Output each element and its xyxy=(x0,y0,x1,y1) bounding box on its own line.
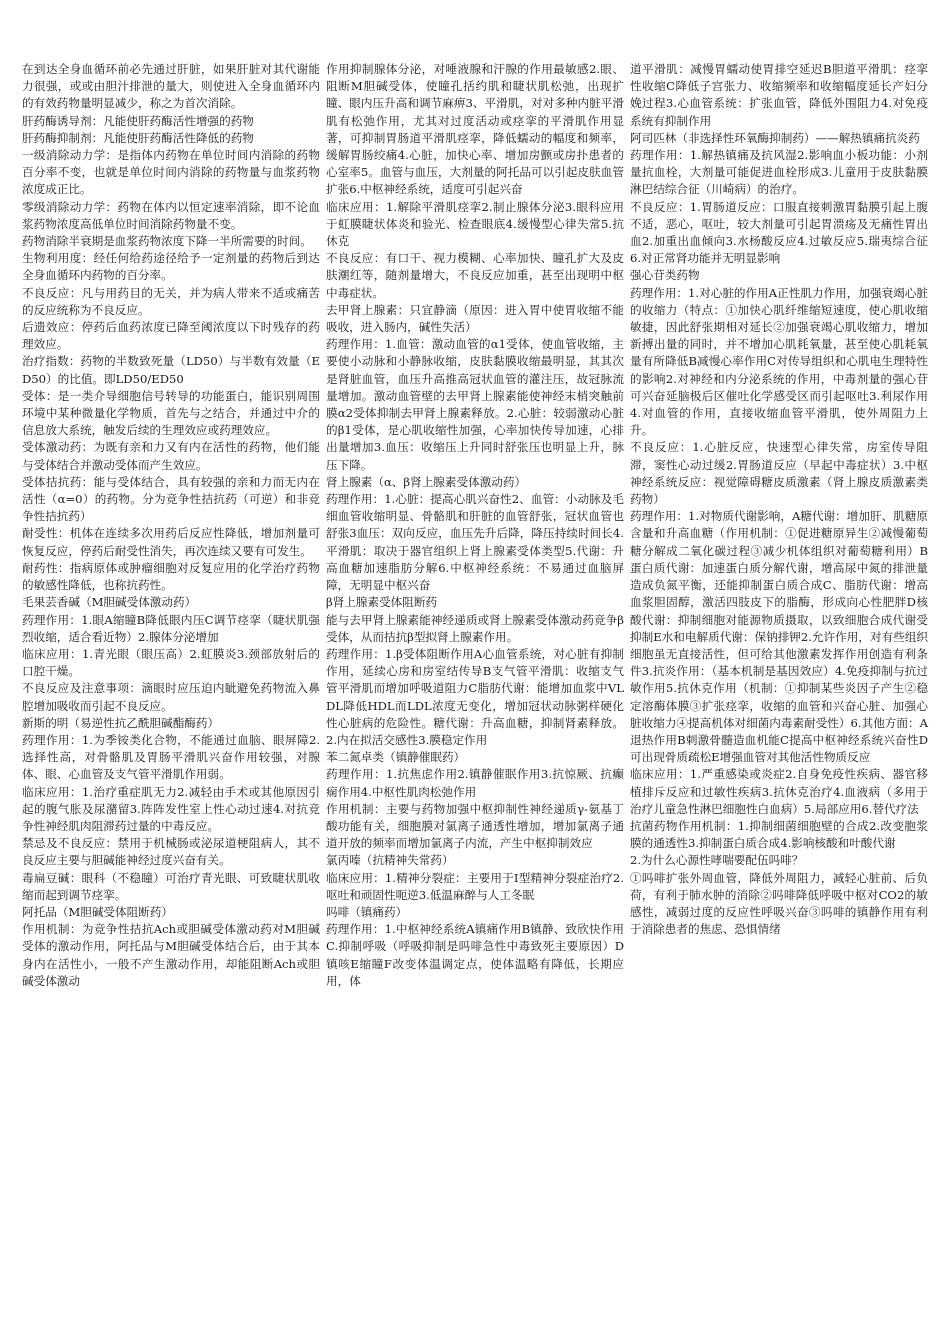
document-page xyxy=(22,62,928,1292)
paragraph: 药理作用：1.β受体阻断作用A心血管系统，对心脏有抑制作用，延续心房和房室结传导B支气管平滑肌：收缩支气管平滑肌而增加呼吸道阻力C脂肪代谢：能增加血浆中VLDL降低HDL而LDL浓度无变化，增加冠状动脉粥样硬化性心脏病的危险性。糖代谢：升高血糖，抑制肾素释放。2.内在拟活交感性3.膜稳定作用 xyxy=(326,646,624,747)
paragraph: β肾上腺素受体阻断药 xyxy=(326,595,438,610)
paragraph: 肝药酶诱导剂：凡能使肝药酶活性增强的药物 xyxy=(22,113,254,128)
paragraph: 在到达全身血循环前必先通过肝脏，如果肝脏对其代谢能力很强，或或由胆汁排泄的量大，则使进入全身血循环内的有效药物量明显减少，称之为首次消除。 xyxy=(22,62,320,111)
paragraph: 氯丙嗪（抗精神失常药） xyxy=(326,853,454,868)
paragraph: 毛果芸香碱（M胆碱受体激动药） xyxy=(22,595,197,610)
paragraph: 药理作用：1.对物质代谢影响，A糖代谢：增加肝、肌糖原含量和升高血糖（作用机制：①促进糖原异生②减慢葡萄糖分解成二氧化碳过程③减少机体组织对葡萄糖利用）B蛋白质代谢：加速蛋白质分解代谢，增高尿中氮的排泄量造成负氮平衡，还能抑制蛋白质合成C、脂肪代谢：增高血浆胆固醇，激活四肢皮下的脂酶，形成向心性肥胖D核酸代谢：抑制细胞对能源物质摄取，以致细胞合成代谢受抑制E水和电解质代谢：保钠排钾2.允许作用，对有些组织细胞虽无直接活性，但可给其他激素发挥作用创造有利条件3.抗炎作用：（基本机制是基因效应）4.免疫抑制与抗过敏作用5.抗休克作用（机制：①抑制某些炎因子产生②稳定溶酶体膜③扩张痉挛，收缩的血管和兴奋心脏、加强心脏收缩力④提高机体对细菌内毒素耐受性）6.其他方面：A退热作用B刺激骨髓造血机能C提高中枢神经系统兴奋性D可出现骨质疏松E增强血管对其他活性物质反应 xyxy=(630,509,928,765)
paragraph: 2.为什么心源性哮喘要配伍吗啡？ xyxy=(630,853,804,868)
paragraph: 不良反应：1.心脏反应，快速型心律失常，房室传导阻滞，窦性心动过缓2.胃肠道反应（早起中毒症状）3.中枢神经系统反应：视觉障碍糖皮质激素（肾上腺皮质激素类药物） xyxy=(630,440,928,507)
paragraph: 受体：是一类介导细胞信号转导的功能蛋白，能识别周围环境中某种微量化学物质，首先与之结合，并通过中介的信息放大系统，触发后续的生理效应或药理效应。 xyxy=(22,388,320,438)
paragraph: 药理作用：1.中枢神经系统A镇痛作用B镇静、致欣快作用C.抑制呼吸（呼吸抑制是吗啡急性中毒致死主要原因）D镇咳E缩瞳F改变体温调定点，使体温略有降低，长期应用，体 xyxy=(326,922,624,988)
paragraph: 耐受性：机体在连续多次用药后反应性降低，增加剂量可恢复反应，停药后耐受性消失，再次连续又要有可发生。 xyxy=(22,526,320,558)
paragraph: 受体拮抗药：能与受体结合，具有较强的亲和力而无内在活性（α=0）的药物。分为竞争性拮抗药（可逆）和非竞争性拮抗药） xyxy=(22,474,320,524)
paragraph: 临床应用：1.治疗重症肌无力2.减轻由手术或其他原因引起的腹气胀及尿潴留3.阵阵发性室上性心动过速4.对抗竞争性神经肌肉阻滞药过量的中毒反应。 xyxy=(22,784,320,833)
paragraph: 不良反应及注意事项：滴眼时应压迫内眦避免药物流入鼻腔增加吸收而引起不良反应。 xyxy=(22,681,320,713)
paragraph: 肝药酶抑制剂：凡能使肝药酶活性降低的药物 xyxy=(22,130,254,145)
paragraph: 临床应用：1.严重感染或炎症2.自身免疫性疾病、器官移植排斥反应和过敏性疾病3.抗休克治疗4.血液病（多用于治疗儿童急性淋巴细胞性白血病）5.局部应用6.替代疗法 xyxy=(630,767,928,816)
paragraph: 强心苷类药物 xyxy=(630,268,700,283)
paragraph: 耐药性：指病原体或肿瘤细胞对反复应用的化学治疗药物的敏感性降低，也称抗药性。 xyxy=(22,560,320,593)
paragraph: 毒扁豆碱：眼科（不稳瞳）可治疗青光眼、可致睫状肌收缩而起到调节痉挛。 xyxy=(22,870,320,902)
paragraph: 临床应用：1.精神分裂症：主要用于Ⅰ型精神分裂症治疗2.呕吐和顽固性呃逆3.低温麻醉与人工冬眠 xyxy=(326,870,624,902)
paragraph: 去甲肾上腺素：只宜静滴（原因：进入胃中使胃收缩不能吸收，进入肠内，碱性失活） xyxy=(326,302,624,335)
paragraph: 药理作用：1.眼A缩瞳B降低眼内压C调节痉挛（睫状肌强烈收缩，适合看近物）2.腺体分泌增加 xyxy=(22,612,320,644)
paragraph: 临床应用：1.解除平滑肌痉挛2.制止腺体分泌3.眼科应用于虹膜睫状体炎和验光、检查眼底4.缓慢型心律失常5.抗休克 xyxy=(326,199,624,249)
paragraph: 吗啡（镇痛药） xyxy=(326,904,408,919)
paragraph: 一级消除动力学：是指体内药物在单位时间内消除的药物百分率不变，也就是单位时间内消除的药物量与血浆药物浓度成正比。 xyxy=(22,148,320,197)
paragraph: 零级消除动力学：药物在体内以恒定速率消除，即不论血浆药物浓度高低单位时间消除药物量不变。 xyxy=(22,199,320,231)
paragraph: 药理作用：1.对心脏的作用A正性肌力作用，加强衰竭心脏的收缩力（特点：①加快心肌纤维缩短速度，使心肌收缩敏捷，因此舒张期相对延长②加强衰竭心肌收缩力，增加新搏出量的同时，并不增加心肌耗氧量，甚至使心肌耗氧量有所降低B减慢心率作用C对传导组织和心肌电生理特性的影响2.对神经和内分泌系统的作用，中毒剂量的强心苷可兴奋延脑极后区催吐化学感受区而引起呕吐3.利尿作用4.对血管的作用，直接收缩血管平滑肌，使外周阻力上升。 xyxy=(630,285,928,438)
paragraph: 受体激动药：为既有亲和力又有内在活性的药物，他们能与受体结合并激动受体而产生效应。 xyxy=(22,440,320,472)
paragraph: 阿司匹林（非选择性环氧酶抑制药）——解热镇痛抗炎药 xyxy=(630,130,920,145)
paragraph: 不良反应：有口干、视力模糊、心率加快、瞳孔扩大及皮肤潮红等，随剂量增大，不良反应加重，甚至出现明中枢中毒症状。 xyxy=(326,251,624,300)
paragraph: 药理作用：1.心脏：提高心肌兴奋性2、血管：小动脉及毛细血管收缩明显、骨骼肌和肝脏的血管舒张，冠状血管也舒张3血压：双向反应，血压先升后降，降压持续时间长4.平滑肌：取决于器官组织上肾上腺素受体类型5.代谢：升高血糖加速脂肪分解6.中枢神经系统：不易通过血脑屏障，无明显中枢兴奋 xyxy=(326,492,624,593)
paragraph: 能与去甲肾上腺素能神经递质或肾上腺素受体激动药竞争β受体，从而拮抗β型拟肾上腺素作用。 xyxy=(326,612,624,644)
paragraph: 药理作用：1.抗焦虑作用2.镇静催眠作用3.抗惊厥、抗癫痫作用4.中枢性肌肉松弛作用 xyxy=(326,767,624,799)
paragraph: 阿托品（M胆碱受体阻断药） xyxy=(22,904,173,919)
paragraph: 肾上腺素（α、β肾上腺素受体激动药） xyxy=(326,474,527,489)
text-column-right xyxy=(630,62,928,1292)
paragraph: 不良反应：凡与用药目的无关，并为病人带来不适或痛苦的反应统称为不良反应。 xyxy=(22,285,320,317)
paragraph: 道平滑肌：减慢胃蠕动使胃排空延迟B胆道平滑肌：痉挛性收缩C降低子宫张力、收缩频率和收缩幅度延长产妇分娩过程3.心血管系统：扩张血管，降低外围阻力4.对免疫系统有抑制作用 xyxy=(630,62,928,128)
paragraph: 药理作用：1.血管：激动血管的α1受体，使血管收缩，主要使小动脉和小静脉收缩，皮肤黏膜收缩最明显，其其次是肾脏血管，血压升高推高冠状血管的灌注压，故冠脉流量增加。激动血管壁的去甲肾上腺素能使神经末梢突触前膜α2受体抑制去甲肾上腺素释放。2.心脏：较弱激动心脏的β1受体，是心肌收缩性加强，心率加快传导加速，心排出量增加3.血压：收缩压上升同时舒张压也明显上升，脉压下降。 xyxy=(326,337,624,472)
paragraph: 后遗效应：停药后血药浓度已降至阈浓度以下时残存的药理效应。 xyxy=(22,320,320,352)
paragraph: 药理作用：1.为季铵类化合物，不能通过血脑、眼屏障2.选择性高，对骨骼肌及胃肠平滑肌兴奋作用较强，对腺体、眼、心血管及支气管平滑肌作用弱。 xyxy=(22,732,320,782)
paragraph: 作用抑制腺体分泌，对唾液腺和汗腺的作用最敏感2.眼、阻断M胆碱受体，使瞳孔括约肌和睫状肌松弛，出现扩瞳、眼内压升高和调节麻痹3、平滑肌，对对多种内脏平滑肌有松弛作用，尤其对过度活动或痉挛的平滑肌作用显著，可抑制胃肠道平滑肌痉挛，降低蠕动的幅度和频率，缓解胃肠绞痛4.心脏，加快心率、增加房颤或房扑患者的心室率5。血管与血压，大剂量的阿托品可以引起皮肤血管扩张6.中枢神经系统，适度可引起兴奋 xyxy=(326,62,624,197)
paragraph: 作用机制：为竞争性拮抗Ach或胆碱受体激动药对M胆碱受体的激动作用，阿托品与M胆碱受体结合后，由于其本身内在活性小，一般不产生激动作用，却能阻断Ach或胆碱受体激动 xyxy=(22,922,320,988)
paragraph: 生物利用度：经任何给药途径给予一定剂量的药物后到达全身血循环内药物的百分率。 xyxy=(22,251,320,283)
text-column-left xyxy=(22,62,320,1292)
paragraph: 不良反应：1.胃肠道反应：口服直接刺激胃黏膜引起上腹不适，恶心，呕吐，较大剂量可引起胃溃疡及无痛性胃出血2.加重出血倾向3.水杨酸反应4.过敏反应5.瑞夷综合征6.对正常肾功能并无明显影响 xyxy=(630,199,928,266)
paragraph: 临床应用：1.青光眼（眼压高）2.虹膜炎3.颈部放射后的口腔干燥。 xyxy=(22,646,320,679)
paragraph: 药物消除半衰期是血浆药物浓度下降一半所需要的时间。 xyxy=(22,234,312,249)
paragraph: 新斯的明（易逆性抗乙酰胆碱酯酶药） xyxy=(22,715,220,730)
paragraph: 治疗指数：药物的半数致死量（LD50）与半数有效量（ED50）的比值。即LD50/ED50 xyxy=(22,354,320,386)
text-column-middle xyxy=(326,62,624,1292)
paragraph: 作用机制：主要与药物加强中枢抑制性神经递质γ-氨基丁酸功能有关，细胞膜对氯离子通透性增加，增加氯离子通道开放的频率而增加氯离子内流，产生中枢抑制效应 xyxy=(326,801,624,851)
paragraph: 抗菌药物作用机制：1.抑制细菌细胞壁的合成2.改变胞浆膜的通透性3.抑制蛋白质合成4.影响核酸和叶酸代谢 xyxy=(630,818,928,851)
paragraph: 禁忌及不良反应：禁用于机械肠或泌尿道梗阻病人，其不良反应主要与胆碱能神经过度兴奋有关。 xyxy=(22,836,320,868)
paragraph: 苯二氮卓类（镇静催眠药） xyxy=(326,750,466,765)
paragraph: ①吗啡扩张外周血管，降低外周阻力，减轻心脏前、后负荷，有利于肺水肿的消除②吗啡降低呼吸中枢对CO2的敏感性，减弱过度的反应性呼吸兴奋③吗啡的镇静作用有利于消除患者的焦虑、恐惧情绪 xyxy=(630,870,928,937)
paragraph: 药理作用：1.解热镇痛及抗风湿2.影响血小板功能：小剂量抗血栓，大剂量可能促进血栓形成3.儿童用于皮肤黏膜淋巴结综合征（川崎病）的治疗。 xyxy=(630,148,928,197)
